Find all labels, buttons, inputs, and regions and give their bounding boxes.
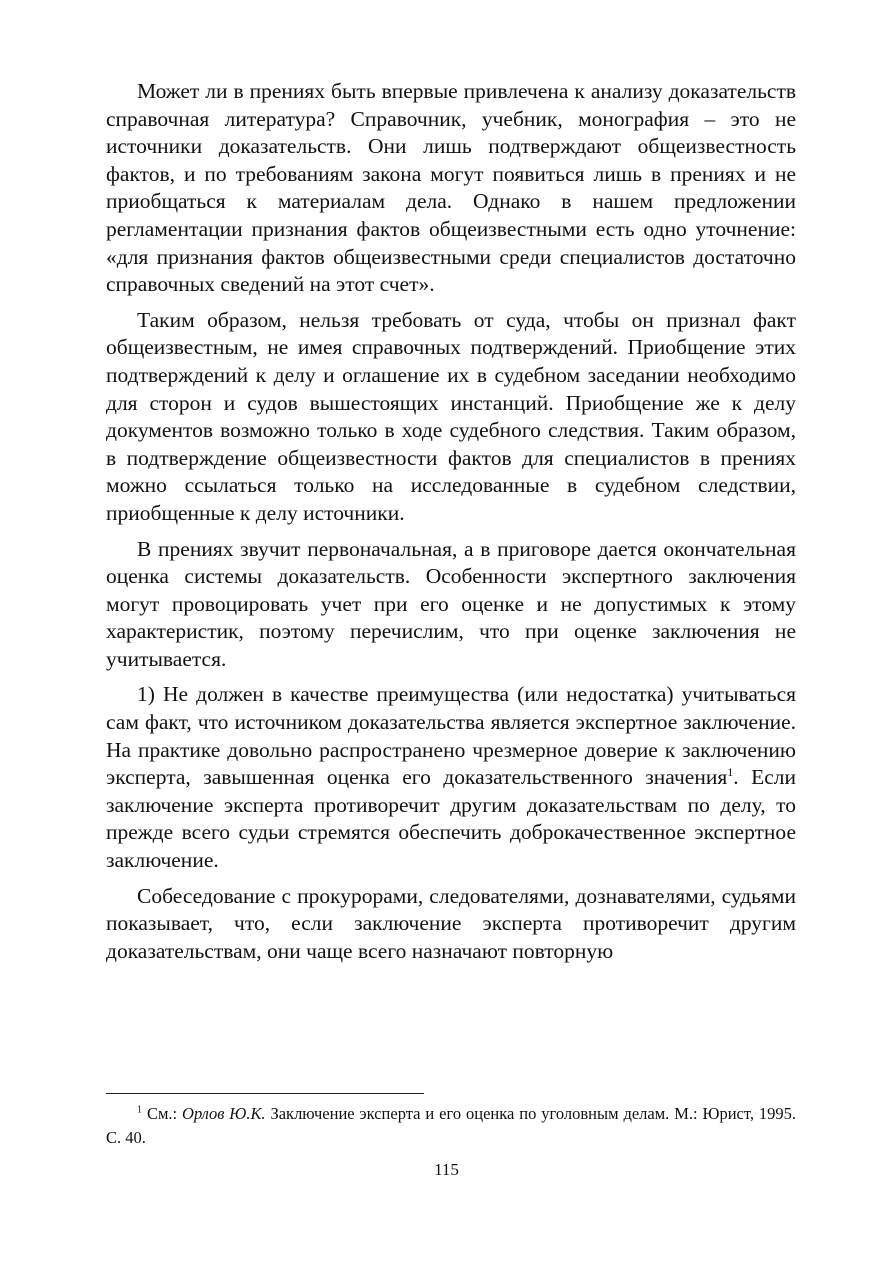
page-number: 115 <box>434 1160 459 1179</box>
paragraph-4-text-start: 1) Не должен в качестве преимущества (или недостатка) учитываться сам факт, что источником доказательства является экспертное заключение. На практике довольно распространено чрезмерное доверие к заключению эксперта, завышенная оценка его доказательственного значения <box>106 682 796 790</box>
paragraph-4-text-end: . Если заключение эксперта противоречит другим доказательствам по делу, то прежде всего судьи стремятся обеспечить доброкачественное экспертное заключение. <box>106 765 796 873</box>
paragraph-1: Может ли в прениях быть впервые привлечена к анализу доказательств справочная литература? Справочник, учебник, монография – это не источники доказательств. Они лишь подтверждают общеизвестность фактов, и по требованиям закона могут появиться лишь в прениях и не приобщаться к материалам дела. Однако в нашем предложении регламентации признания фактов общеизвестными есть одно уточнение: «для признания фактов общеизвестными среди специалистов достаточно справочных сведений на этот счет». <box>106 79 796 297</box>
paragraph-2: Таким образом, нельзя требовать от суда, чтобы он признал факт общеизвестным, не имея справочных подтверждений. Приобщение этих подтверждений к делу и оглашение их в судебном заседании необходимо для сторон и судов вышестоящих инстанций. Приобщение же к делу документов возможно только в ходе судебного следствия. Таким образом, в подтверждение общеизвестности фактов для специалистов в прениях можно ссылаться только на исследованные в судебном следствии, приобщенные к делу источники. <box>106 307 796 525</box>
footnote-author: Орлов Ю.К. <box>182 1104 266 1123</box>
footnote <box>106 1102 796 1150</box>
footnote-marker: 1 <box>137 1104 142 1116</box>
footnote-text: Заключение эксперта и его оценка по уголовным делам. М.: Юрист, 1995. С. 40. <box>106 1104 797 1147</box>
footnote-prefix: См.: <box>146 1104 183 1123</box>
paragraph-3: В прениях звучит первоначальная, а в приговоре дается окончательная оценка системы доказательств. Особенности экспертного заключения могут провоцировать учет при его оценке и не допустимых к этому характеристик, поэтому перечислим, что при оценке заключения не учитывается. <box>106 536 796 671</box>
footnote-divider <box>106 1093 424 1094</box>
page-body <box>106 78 796 973</box>
paragraph-5: Собеседование с прокурорами, следователями, дознавателями, судьями показывает, что, если заключение эксперта противоречит другим доказательствам, они чаще всего назначают повторную <box>106 883 796 963</box>
footnote-reference[interactable]: 1 <box>727 765 734 780</box>
paragraph-4 <box>106 681 796 874</box>
